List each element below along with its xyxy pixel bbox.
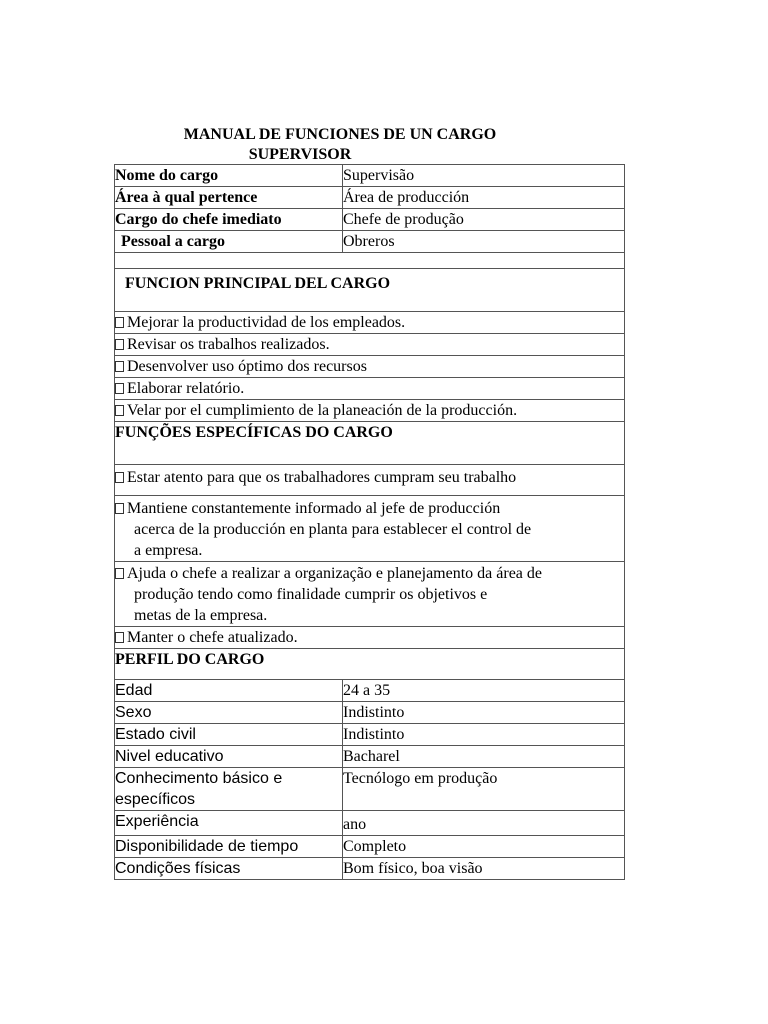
principal-item-text: Desenvolver uso óptimo dos recursos — [127, 358, 367, 375]
principal-item — [115, 378, 625, 400]
especifica-item — [115, 496, 625, 562]
table-row — [115, 768, 625, 811]
list-item — [115, 312, 625, 334]
list-item — [115, 334, 625, 356]
especifica-item-text: Mantiene constantemente informado al jefe de producción — [127, 500, 501, 517]
info-value: Chefe de produção — [343, 209, 625, 231]
document-title: MANUAL DE FUNCIONES DE UN CARGO — [183, 126, 497, 143]
section-header-row — [115, 269, 625, 312]
list-item — [115, 378, 625, 400]
principal-item — [115, 312, 625, 334]
perfil-label: Conhecimento básico e específicos — [115, 768, 343, 811]
info-label: Cargo do chefe imediato — [115, 209, 343, 231]
bullet-box-icon — [115, 405, 124, 416]
info-label: Pessoal a cargo — [115, 231, 343, 253]
table-row — [115, 724, 625, 746]
especifica-item-text: Ajuda o chefe a realizar a organização e planejamento da área de — [127, 565, 543, 582]
perfil-value: Tecnólogo em produção — [343, 768, 625, 811]
section-header-row — [115, 422, 625, 465]
principal-item — [115, 356, 625, 378]
perfil-value: Bom físico, boa visão — [343, 858, 625, 880]
section-heading-especificas: FUNÇÕES ESPECÍFICAS DO CARGO — [115, 422, 625, 465]
info-label: Área à qual pertence — [115, 187, 343, 209]
principal-item — [115, 334, 625, 356]
list-item — [115, 400, 625, 422]
table-row — [115, 858, 625, 880]
bullet-box-icon — [115, 339, 124, 350]
section-header-row — [115, 649, 625, 680]
bullet-box-icon — [115, 317, 124, 328]
list-item — [115, 465, 625, 496]
info-row — [115, 165, 625, 187]
principal-item-text: Velar por el cumplimiento de la planeación de la producción. — [127, 402, 518, 419]
especifica-item-text: a empresa. — [134, 542, 203, 559]
section-heading-principal: FUNCION PRINCIPAL DEL CARGO — [115, 269, 625, 312]
especifica-item-text: produção tendo como finalidade cumprir os objetivos e — [134, 586, 488, 603]
bullet-box-icon — [115, 361, 124, 372]
perfil-label: Sexo — [115, 702, 343, 724]
perfil-label: Nivel educativo — [115, 746, 343, 768]
table-row — [115, 836, 625, 858]
especifica-item-text: Manter o chefe atualizado. — [127, 629, 298, 646]
principal-item-text: Revisar os trabalhos realizados. — [127, 336, 330, 353]
especifica-item — [115, 627, 625, 649]
bullet-box-icon — [115, 383, 124, 394]
principal-item-text: Elaborar relatório. — [127, 380, 245, 397]
list-item — [115, 356, 625, 378]
principal-item — [115, 400, 625, 422]
bullet-box-icon — [115, 568, 124, 579]
perfil-label: Estado civil — [115, 724, 343, 746]
spacer-row — [115, 253, 625, 269]
info-row — [115, 209, 625, 231]
info-label: Nome do cargo — [115, 165, 343, 187]
info-value: Obreros — [343, 231, 625, 253]
bullet-box-icon — [115, 472, 124, 483]
perfil-value: Indistinto — [343, 702, 625, 724]
perfil-label: Disponibilidade de tiempo — [115, 836, 343, 858]
perfil-value: Indistinto — [343, 724, 625, 746]
especifica-item — [115, 562, 625, 627]
perfil-label: Edad — [115, 680, 343, 702]
perfil-value: Completo — [343, 836, 625, 858]
especifica-item-text: acerca de la producción en planta para establecer el control de — [134, 521, 532, 538]
table-row — [115, 680, 625, 702]
list-item — [115, 496, 625, 562]
info-row — [115, 187, 625, 209]
spacer-cell — [115, 253, 625, 269]
especifica-item-text: Estar atento para que os trabalhadores cumpram seu trabalho — [127, 469, 517, 486]
table-row — [115, 811, 625, 836]
table-row — [115, 746, 625, 768]
info-value: Área de producción — [343, 187, 625, 209]
info-value: Supervisão — [343, 165, 625, 187]
info-row — [115, 231, 625, 253]
document-subtitle: SUPERVISOR — [248, 146, 352, 163]
perfil-label: Experiência — [115, 811, 343, 836]
table-row — [115, 702, 625, 724]
principal-item-text: Mejorar la productividad de los empleados. — [127, 314, 406, 331]
job-functions-table — [114, 164, 625, 880]
perfil-value: Bacharel — [343, 746, 625, 768]
section-heading-perfil: PERFIL DO CARGO — [115, 649, 625, 680]
bullet-box-icon — [115, 503, 124, 514]
list-item — [115, 562, 625, 627]
especifica-item-text: metas de la empresa. — [134, 607, 268, 624]
perfil-value: ano — [343, 811, 625, 836]
bullet-box-icon — [115, 632, 124, 643]
list-item — [115, 627, 625, 649]
perfil-value: 24 a 35 — [343, 680, 625, 702]
especifica-item — [115, 465, 625, 496]
perfil-label: Condições físicas — [115, 858, 343, 880]
